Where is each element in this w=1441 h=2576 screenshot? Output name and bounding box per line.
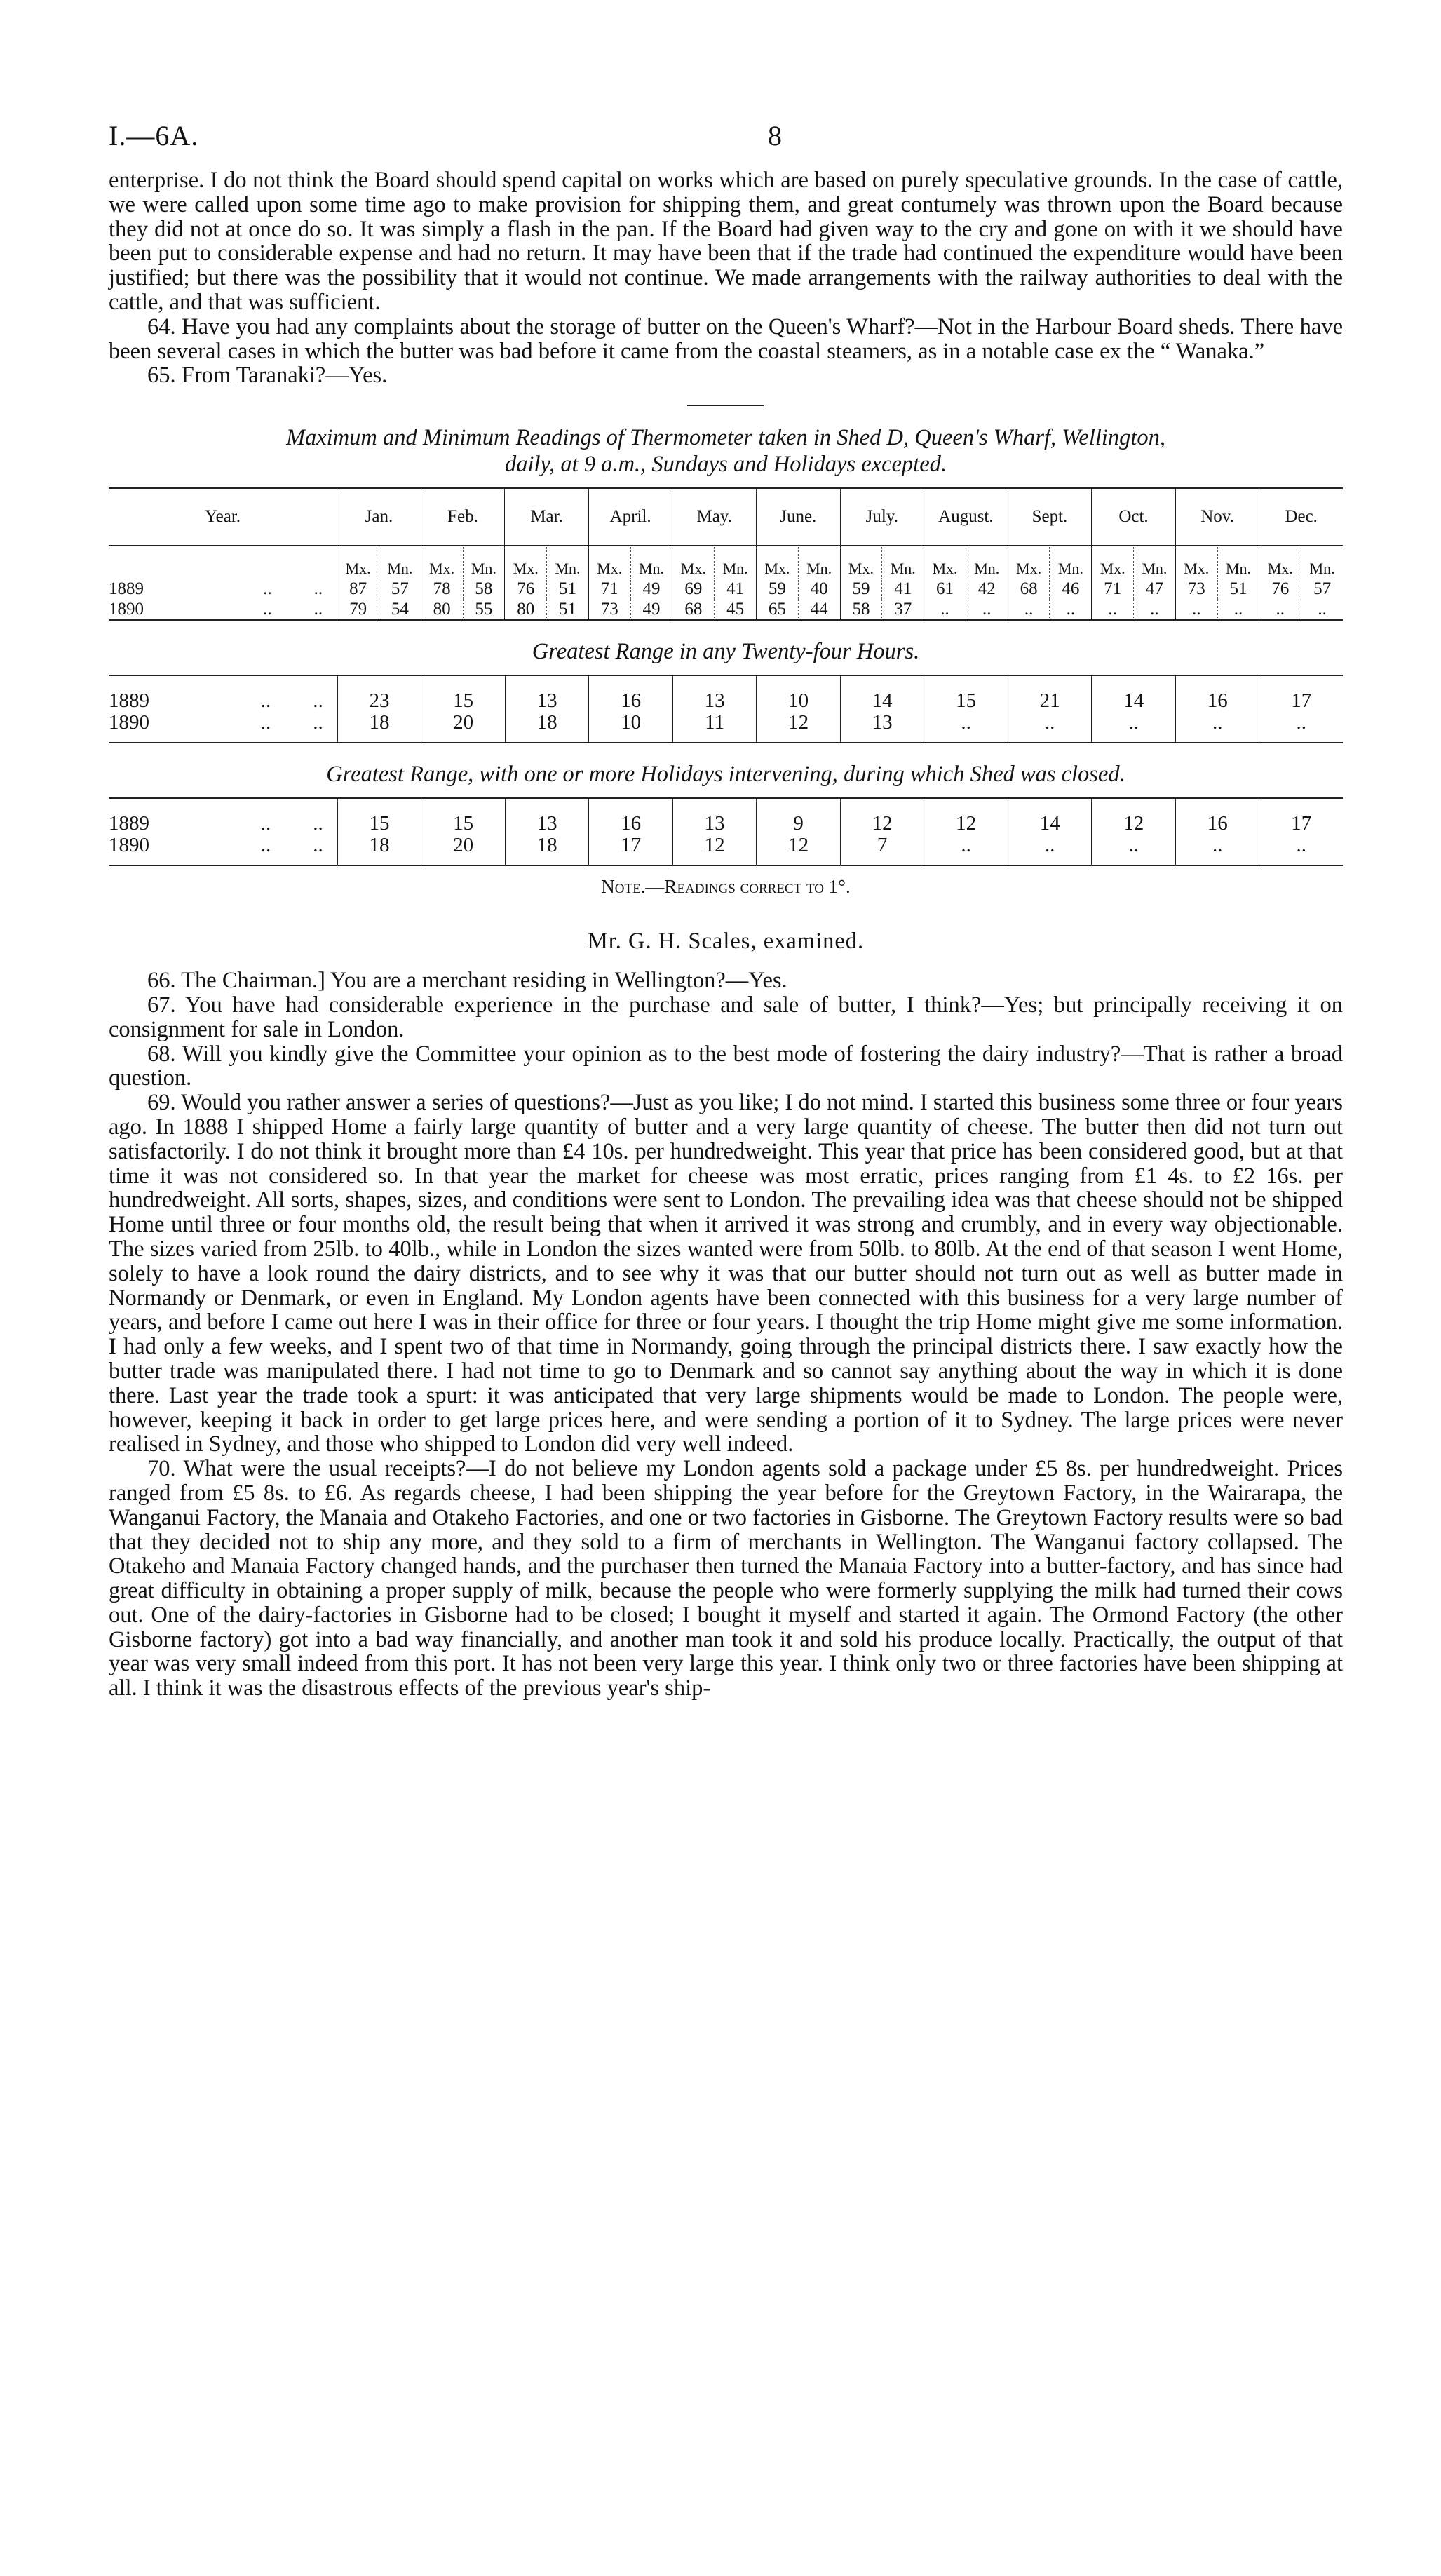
month-header: Feb.: [421, 488, 505, 546]
month-header: May.: [672, 488, 757, 546]
range-cell: ..: [1259, 712, 1343, 743]
body-text-top: [109, 168, 1343, 388]
reading-cell: 41: [882, 579, 924, 599]
reading-cell: 59: [840, 579, 882, 599]
thermometer-table-title: [109, 424, 1343, 478]
range-cell: 13: [840, 712, 924, 743]
paragraph: 64. Have you had any complaints about the storage of butter on the Queen's Wharf?—Not in the Harbour Board sheds. There have been several cases in which the butter was bad before it came from the coastal steamers, as in a notable case ex the “ Wanaka.”: [109, 313, 1343, 364]
range-cell: 15: [924, 675, 1008, 712]
witness-heading: Mr. G. H. Scales, examined.: [587, 929, 865, 955]
reading-cell: 37: [882, 599, 924, 620]
reading-cell: 55: [463, 599, 505, 620]
reading-cell: ..: [966, 599, 1008, 620]
year-label: 1889: [109, 689, 149, 713]
range-cell: 7: [840, 835, 924, 865]
table-header-row: [109, 488, 1343, 546]
mn-label: Mn.: [1134, 546, 1176, 579]
paragraph: 67. You have had considerable experience in the purchase and sale of butter, I think?—Yes; but principally receiving it on consignment for sale in London.: [109, 992, 1343, 1042]
mx-label: Mx.: [421, 546, 463, 579]
range-cell: 20: [421, 712, 506, 743]
range-cell: 23: [337, 675, 421, 712]
reading-cell: ..: [924, 599, 966, 620]
range-cell: 12: [757, 712, 841, 743]
range-holidays-title: Greatest Range, with one or more Holidays intervening, during which Shed was closed.: [326, 762, 1125, 788]
mx-label: Mx.: [1092, 546, 1134, 579]
range-cell: 12: [924, 798, 1008, 835]
mn-label: Mn.: [379, 546, 421, 579]
reading-cell: 57: [1301, 579, 1343, 599]
paragraph: 68. Will you kindly give the Committee your opinion as to the best mode of fostering the dairy industry?—That is rather a broad question.: [109, 1041, 1343, 1091]
reading-cell: 51: [547, 579, 589, 599]
leader-dots: ..: [313, 812, 323, 835]
range-cell: 15: [337, 798, 421, 835]
mn-label: Mn.: [463, 546, 505, 579]
range-cell: 9: [757, 798, 841, 835]
range-cell: 13: [505, 798, 589, 835]
mx-label: Mx.: [337, 546, 379, 579]
reading-cell: 58: [463, 579, 505, 599]
range-cell: ..: [1008, 712, 1092, 743]
year-cell: [109, 835, 337, 865]
reading-cell: ..: [1134, 599, 1176, 620]
document-reference: I.—6A.: [109, 120, 199, 151]
month-header: Nov.: [1175, 488, 1259, 546]
reading-cell: 76: [505, 579, 547, 599]
reading-cell: 40: [798, 579, 840, 599]
reading-cell: 61: [924, 579, 966, 599]
range-holidays-table: [109, 797, 1343, 866]
year-cell: [109, 579, 337, 599]
reading-cell: 71: [588, 579, 630, 599]
year-cell: [109, 675, 337, 712]
range-cell: 13: [672, 798, 757, 835]
range-cell: ..: [1259, 835, 1343, 865]
reading-cell: 80: [505, 599, 547, 620]
range-cell: 14: [840, 675, 924, 712]
mn-label: Mn.: [715, 546, 757, 579]
year-header: Year.: [109, 488, 337, 546]
range-cell: ..: [1092, 835, 1176, 865]
month-header: August.: [924, 488, 1008, 546]
leader-dots: ..: [313, 689, 323, 713]
range-cell: 18: [337, 835, 421, 865]
reading-cell: 71: [1092, 579, 1134, 599]
reading-cell: ..: [1092, 599, 1134, 620]
month-header: Oct.: [1092, 488, 1176, 546]
range-cell: 13: [672, 675, 757, 712]
reading-cell: 59: [756, 579, 798, 599]
reading-cell: 45: [715, 599, 757, 620]
month-header: June.: [756, 488, 840, 546]
page-number: 8: [768, 120, 782, 151]
range-cell: 18: [505, 712, 589, 743]
year-label: 1889: [109, 812, 149, 835]
mn-label: Mn.: [1050, 546, 1092, 579]
reading-cell: 54: [379, 599, 421, 620]
mn-label: Mn.: [630, 546, 672, 579]
mn-label: Mn.: [547, 546, 589, 579]
year-cell: [109, 599, 337, 620]
range-cell: 11: [672, 712, 757, 743]
reading-cell: ..: [1008, 599, 1050, 620]
range-cell: 12: [672, 835, 757, 865]
leader-dots: ..: [260, 689, 271, 713]
range-cell: 18: [505, 835, 589, 865]
leader-dots: ..: [260, 711, 271, 734]
range-cell: 14: [1008, 798, 1092, 835]
mn-label: Mn.: [1217, 546, 1259, 579]
mn-label: Mn.: [882, 546, 924, 579]
reading-cell: 41: [715, 579, 757, 599]
range-cell: 17: [1259, 798, 1343, 835]
table-title-line: daily, at 9 a.m., Sundays and Holidays excepted.: [504, 452, 947, 478]
range-cell: 13: [505, 675, 589, 712]
range-cell: 15: [421, 675, 506, 712]
month-header: Mar.: [505, 488, 589, 546]
mx-label: Mx.: [924, 546, 966, 579]
mx-label: Mx.: [588, 546, 630, 579]
mn-label: Mn.: [798, 546, 840, 579]
mx-label: Mx.: [505, 546, 547, 579]
range-cell: 14: [1092, 675, 1176, 712]
reading-cell: 57: [379, 579, 421, 599]
range-cell: 12: [840, 798, 924, 835]
paragraph: 70. What were the usual receipts?—I do not believe my London agents sold a package under £5 8s. per hundredweight. Prices ranged from £5 8s. to £6. As regards cheese, I had been shipping the year before for the Greytown Factory, in the Wairarapa, the Wanganui Factory, the Manaia and Otakeho Factories, and one or two factories in Gisborne. The Greytown Factory results were so bad that they decided not to ship any more, and they sold to a firm of merchants in Wellington. The Wanganui factory collapsed. The Otakeho and Manaia Factory changed hands, and the purchaser then turned the Manaia Factory into a butter-factory, and has since had great difficulty in obtaining a proper supply of milk, because the people who were formerly supplying the milk had turned their cows out. One of the dairy-factories in Gisborne had to be closed; I bought it myself and started it again. The Ormond Factory (the other Gisborne factory) got into a bad way financially, and another man took it and sold his produce locally. Practically, the output of that year was very small indeed from this port. It has not been very large this year. I think only two or three factories have been shipping at all. I think it was the disastrous effects of the previous year's ship-: [109, 1456, 1343, 1701]
reading-cell: 80: [421, 599, 463, 620]
range-cell: ..: [924, 835, 1008, 865]
range-cell: 10: [757, 675, 841, 712]
range-cell: ..: [1175, 835, 1259, 865]
reading-cell: 68: [1008, 579, 1050, 599]
mx-label: Mx.: [672, 546, 715, 579]
range-cell: ..: [1175, 712, 1259, 743]
range-cell: 15: [421, 798, 506, 835]
mx-mn-subheader-row: [109, 546, 1343, 579]
mn-label: Mn.: [1301, 546, 1343, 579]
range-24h-table: [109, 675, 1343, 743]
year-label: 1889: [109, 579, 144, 599]
reading-cell: ..: [1259, 599, 1301, 620]
year-label: 1890: [109, 600, 144, 619]
mx-label: Mx.: [1259, 546, 1301, 579]
year-label: 1890: [109, 711, 149, 734]
thermometer-readings-table: [109, 487, 1343, 621]
table-row: [109, 712, 1343, 743]
month-header: April.: [588, 488, 672, 546]
body-text-bottom: [109, 969, 1343, 1701]
mx-label: Mx.: [756, 546, 798, 579]
reading-cell: 76: [1259, 579, 1301, 599]
mx-label: Mx.: [1175, 546, 1217, 579]
range-cell: 18: [337, 712, 421, 743]
month-header: Sept.: [1008, 488, 1092, 546]
mn-label: Mn.: [966, 546, 1008, 579]
leader-dots: ..: [260, 834, 271, 857]
leader-dots: ..: [263, 600, 272, 619]
range-cell: 10: [589, 712, 673, 743]
leader-dots: ..: [260, 812, 271, 835]
paragraph: 66. The Chairman.] You are a merchant residing in Wellington?—Yes.: [147, 968, 787, 994]
reading-cell: 51: [547, 599, 589, 620]
leader-dots: ..: [313, 711, 323, 734]
reading-cell: 78: [421, 579, 463, 599]
leader-dots: ..: [313, 834, 323, 857]
table-title-line: Maximum and Minimum Readings of Thermometer taken in Shed D, Queen's Wharf, Wellington,: [285, 425, 1166, 451]
table-row: [109, 675, 1343, 712]
reading-cell: 58: [840, 599, 882, 620]
month-header: July.: [840, 488, 924, 546]
range-cell: 12: [1092, 798, 1176, 835]
range-cell: 17: [589, 835, 673, 865]
range-cell: 16: [589, 798, 673, 835]
reading-cell: 79: [337, 599, 379, 620]
reading-cell: 68: [672, 599, 715, 620]
reading-cell: ..: [1050, 599, 1092, 620]
running-header: [109, 119, 1343, 168]
range-cell: ..: [924, 712, 1008, 743]
reading-cell: ..: [1217, 599, 1259, 620]
reading-cell: 65: [756, 599, 798, 620]
range-cell: ..: [1092, 712, 1176, 743]
table-row: [109, 835, 1343, 865]
year-label: 1890: [109, 834, 149, 857]
section-divider: [687, 405, 764, 406]
document-page: [109, 119, 1343, 1701]
table-row: [109, 579, 1343, 599]
table-row: [109, 798, 1343, 835]
leader-dots: ..: [313, 579, 323, 599]
reading-cell: 73: [1175, 579, 1217, 599]
table-body: [109, 546, 1343, 621]
range-24h-title: Greatest Range in any Twenty-four Hours.: [532, 639, 920, 665]
reading-cell: 87: [337, 579, 379, 599]
reading-cell: 69: [672, 579, 715, 599]
range-cell: 12: [757, 835, 841, 865]
range-cell: 21: [1008, 675, 1092, 712]
reading-cell: 51: [1217, 579, 1259, 599]
range-cell: 17: [1259, 675, 1343, 712]
table-note: Note.—Readings correct to 1°.: [601, 876, 851, 898]
table-row: [109, 599, 1343, 620]
reading-cell: 42: [966, 579, 1008, 599]
leader-dots: ..: [263, 579, 272, 599]
paragraph: 65. From Taranaki?—Yes.: [147, 363, 388, 389]
reading-cell: ..: [1175, 599, 1217, 620]
leader-dots: ..: [313, 600, 323, 619]
year-cell: [109, 712, 337, 743]
reading-cell: 49: [630, 599, 672, 620]
reading-cell: ..: [1301, 599, 1343, 620]
mx-label: Mx.: [840, 546, 882, 579]
mx-label: Mx.: [1008, 546, 1050, 579]
reading-cell: 73: [588, 599, 630, 620]
range-cell: ..: [1008, 835, 1092, 865]
year-cell: [109, 798, 337, 835]
blank-cell: [109, 546, 337, 579]
reading-cell: 49: [630, 579, 672, 599]
range-cell: 20: [421, 835, 506, 865]
paragraph: 69. Would you rather answer a series of questions?—Just as you like; I do not mind. I started this business some three or four years ago. In 1888 I shipped Home a fairly large quantity of butter and a very large quantity of cheese. The butter then did not turn out satisfactorily. I do not think it brought more than £4 10s. per hundredweight. This year that price has been considered good, but at that time it was not considered so. In that year the market for cheese was most erratic, prices ranging from £1 4s. to £2 16s. per hundredweight. All sorts, shapes, sizes, and conditions were sent to London. The prevailing idea was that cheese should not be shipped Home until three or four months old, the result being that when it arrived it was strong and crumbly, and in every way objectionable. The sizes varied from 25lb. to 40lb., while in London the sizes wanted were from 50lb. to 80lb. At the end of that season I went Home, solely to have a look round the dairy districts, and to see why it was that our butter should not turn out as well as butter made in Normandy or Denmark, or even in England. My London agents have been connected with this business for a very large number of years, and before I came out here I was in their office for three or four years. I thought the trip Home might give me some information. I had only a few weeks, and I spent two of that time in Normandy, going through the principal districts there. I saw exactly how the butter trade was manipulated there. I had not time to go to Denmark and so cannot say anything about the way in which it is done there. Last year the trade took a spurt: it was anticipated that very large shipments would be made to London. The people were, however, keeping it back in order to get large prices here, and were sending a portion of it to Sydney. The large prices were never realised in Sydney, and those who shipped to London did very well indeed.: [109, 1090, 1343, 1457]
reading-cell: 46: [1050, 579, 1092, 599]
reading-cell: 47: [1134, 579, 1176, 599]
reading-cell: 44: [798, 599, 840, 620]
month-header: Jan.: [337, 488, 421, 546]
paragraph: enterprise. I do not think the Board should spend capital on works which are based on purely speculative grounds. In the case of cattle, we were called upon some time ago to make provision for shipping them, and great contumely was thrown upon the Board because they did not at once do so. It was simply a flash in the pan. If the Board had given way to the cry and gone on with it we should have been put to considerable expense and had no return. It may have been that if the trade had continued the expenditure would have been justified; but there was the possibility that it would not continue. We made arrangements with the railway authorities to deal with the cattle, and that was sufficient.: [109, 168, 1343, 315]
range-cell: 16: [1175, 798, 1259, 835]
month-header: Dec.: [1259, 488, 1343, 546]
range-cell: 16: [589, 675, 673, 712]
range-cell: 16: [1175, 675, 1259, 712]
